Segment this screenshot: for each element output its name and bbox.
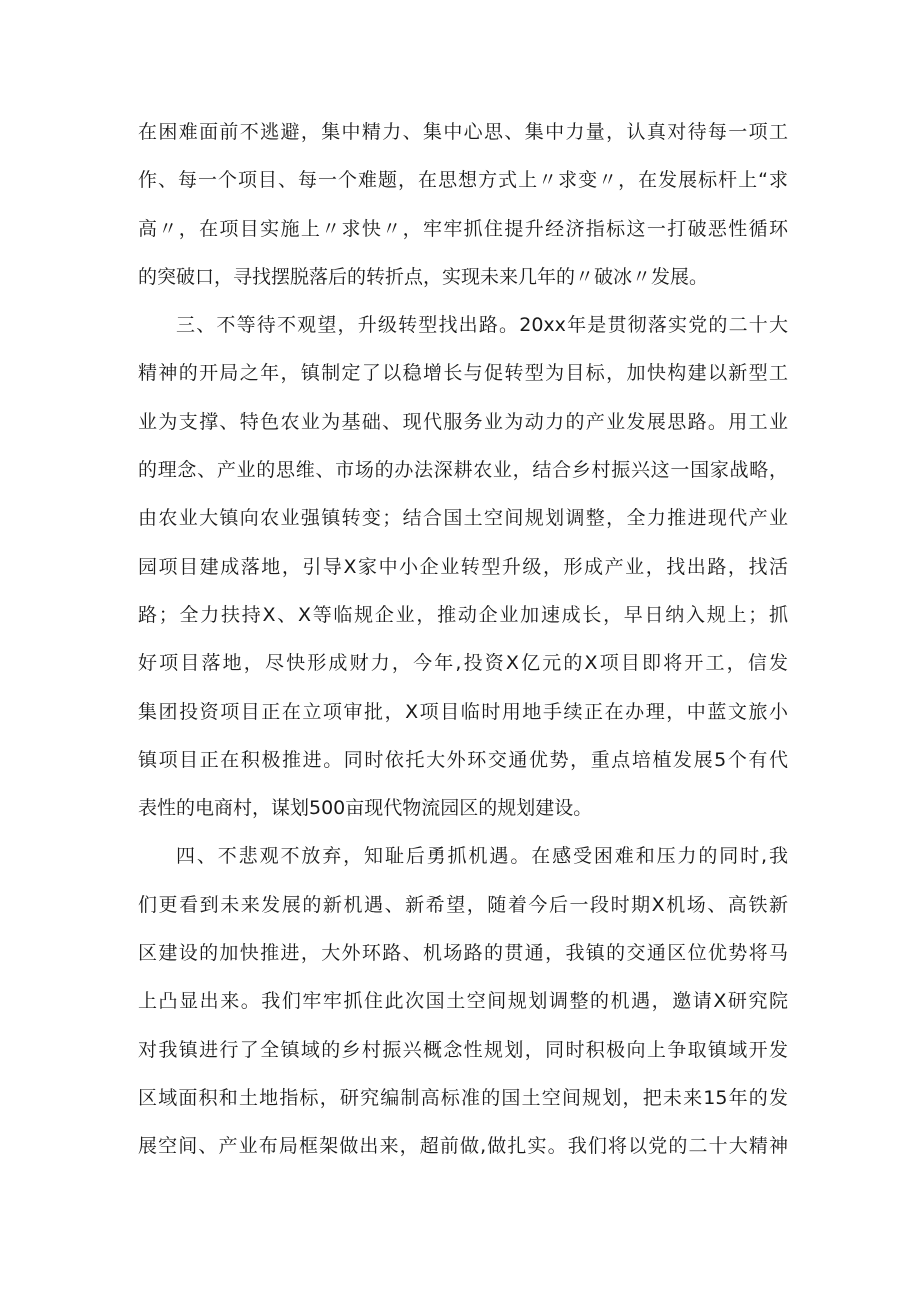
text-line: 对我镇进行了全镇域的乡村振兴概念性规划，同时积极向上争取镇域开发 xyxy=(138,1038,788,1061)
text-line: 表性的电商村，谋划500亩现代物流园区的规划建设。 xyxy=(138,797,593,820)
text-line: 好项目落地，尽快形成财力，今年,投资X亿元的X项目即将开工，信发 xyxy=(138,652,788,675)
text-line: 三、不等待不观望，升级转型找出路。20xx年是贯彻落实党的二十大 xyxy=(176,314,788,337)
document-body xyxy=(138,108,788,1171)
paragraph-3 xyxy=(138,832,788,1170)
text-line: 的理念、产业的思维、市场的办法深耕农业，结合乡村振兴这一国家战略， xyxy=(138,459,788,482)
text-line: 区域面积和土地指标，研究编制高标准的国土空间规划，把未来15年的发 xyxy=(138,1086,788,1109)
text-line: 作、每一个项目、每一个难题，在思想方式上〃求变〃，在发展标杆上“求 xyxy=(138,169,788,192)
text-line: 区建设的加快推进，大外环路、机场路的贯通，我镇的交通区位优势将马 xyxy=(138,942,788,965)
text-line: 在困难面前不逃避，集中精力、集中心思、集中力量，认真对待每一项工 xyxy=(138,121,788,143)
text-line: 路；全力扶持X、X等临规企业，推动企业加速成长，早日纳入规上；抓 xyxy=(138,603,788,626)
text-line: 集团投资项目正在立项审批，X项目临时用地手续正在办理，中蓝文旅小 xyxy=(138,700,788,723)
text-line: 的突破口，寻找摆脱落后的转折点，实现未来几年的〃破冰〃发展。 xyxy=(138,265,709,288)
text-line: 上凸显出来。我们牢牢抓住此次国土空间规划调整的机遇，邀请X研究院 xyxy=(138,990,788,1013)
text-line: 展空间、产业布局框架做出来，超前做,做扎实。我们将以党的二十大精神 xyxy=(138,1135,788,1158)
text-line: 们更看到未来发展的新机遇、新希望，随着今后一段时期X机场、高铁新 xyxy=(138,893,788,916)
text-line: 高〃，在项目实施上〃求快〃，牢牢抓住提升经济指标这一打破恶性循环 xyxy=(138,217,788,240)
text-line: 镇项目正在积极推进。同时依托大外环交通优势，重点培植发展5个有代 xyxy=(138,748,788,771)
paragraph-2 xyxy=(138,301,788,832)
text-line: 由农业大镇向农业强镇转变；结合国土空间规划调整，全力推进现代产业 xyxy=(138,507,788,530)
text-line: 四、不悲观不放弃，知耻后勇抓机遇。在感受困难和压力的同时,我 xyxy=(176,845,788,868)
text-line: 业为支撑、特色农业为基础、现代服务业为动力的产业发展思路。用工业 xyxy=(138,410,788,433)
text-line: 精神的开局之年，镇制定了以稳增长与促转型为目标，加快构建以新型工 xyxy=(138,362,788,385)
paragraph-1 xyxy=(138,108,788,301)
text-line: 园项目建成落地，引导X家中小企业转型升级，形成产业，找出路，找活 xyxy=(138,555,788,578)
